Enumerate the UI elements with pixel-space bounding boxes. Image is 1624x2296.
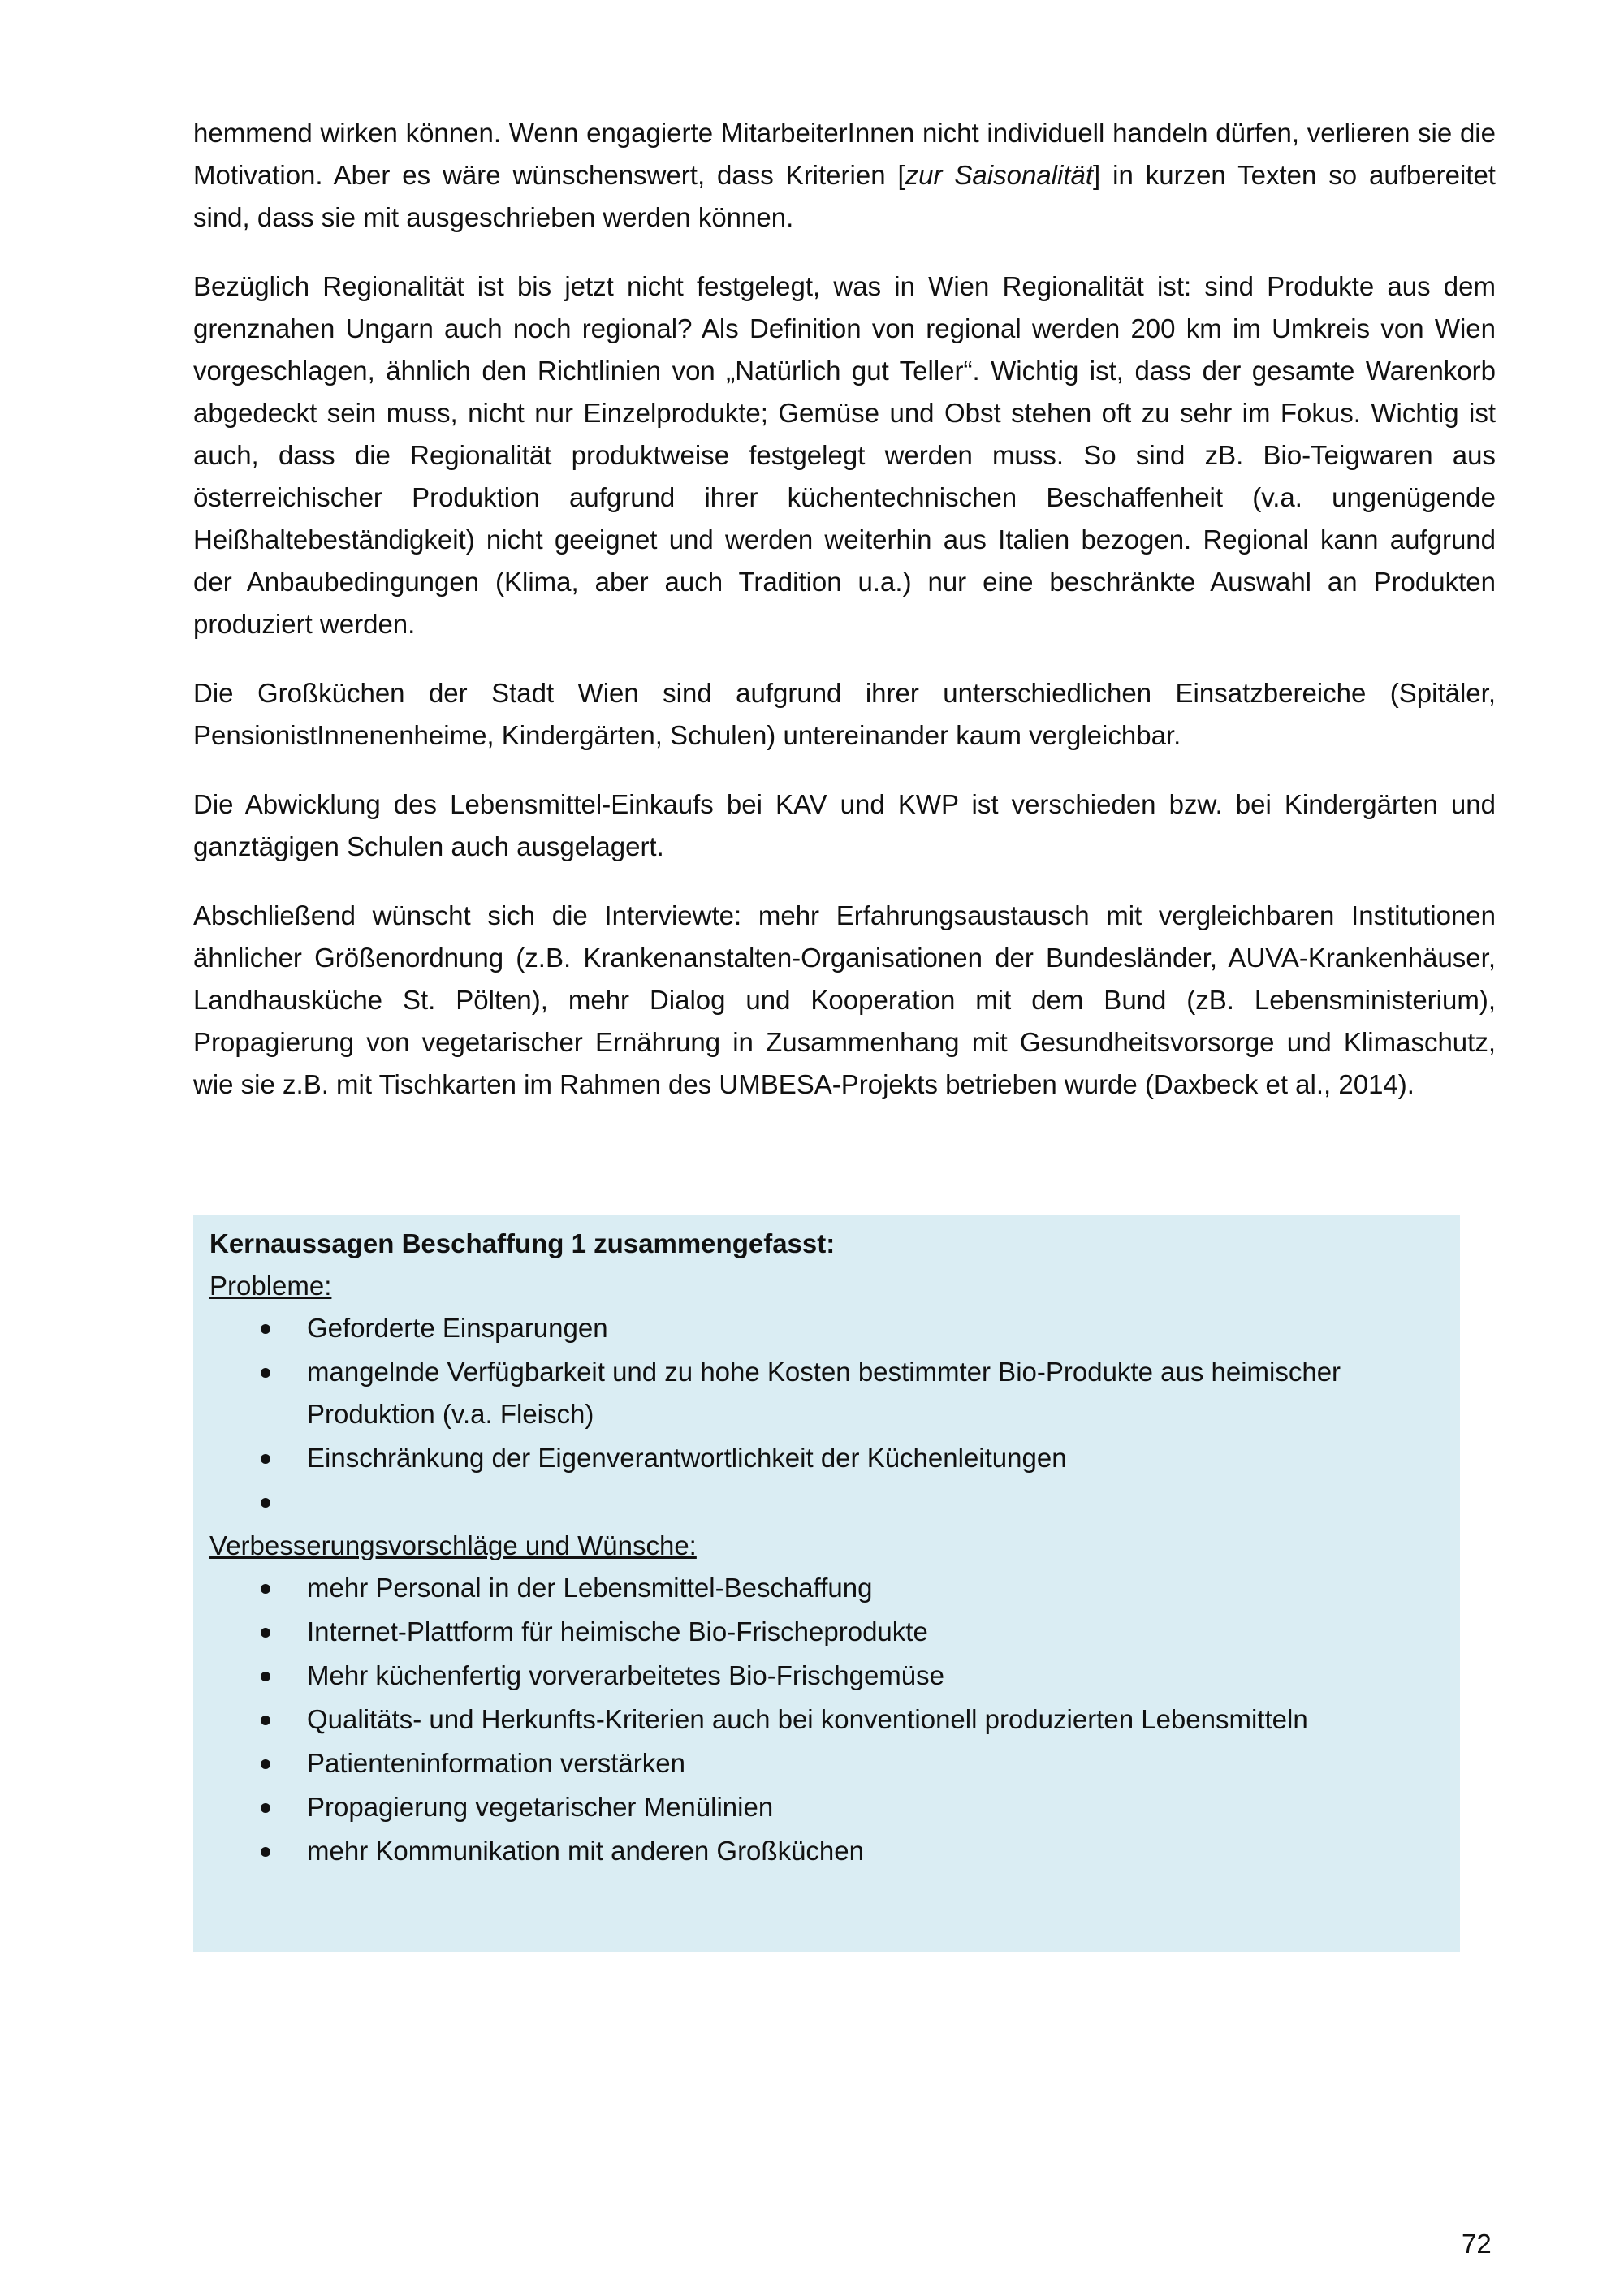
bullet-icon xyxy=(261,1454,270,1464)
bullet-icon xyxy=(261,1803,270,1813)
bullet-icon xyxy=(261,1759,270,1769)
list-item: mangelnde Verfügbarkeit und zu hohe Kosten bestimmter Bio-Produkte aus heimischer Produktion (v.a. Fleisch) xyxy=(209,1351,1460,1435)
list-item: mehr Kommunikation mit anderen Großküchen xyxy=(209,1830,1460,1872)
list-item: Internet-Plattform für heimische Bio-Frischeprodukte xyxy=(209,1611,1460,1653)
paragraph-5: Abschließend wünscht sich die Interviewte: mehr Erfahrungsaustausch mit vergleichbaren Institutionen ähnlicher Größenordnung (z.B. Krankenanstalten-Organisationen der Bundesländer, AUVA-Krankenhäuser, Landhausküche St. Pölten), mehr Dialog und Kooperation mit dem Bund (zB. Lebensministerium), Propagierung von vegetarischer Ernährung in Zusammenhang mit Gesundheitsvorsorge und Klimaschutz, wie sie z.B. mit Tischkarten im Rahmen des UMBESA-Projekts betrieben wurde (Daxbeck et al., 2014). xyxy=(193,900,1496,1099)
list-item: Geforderte Einsparungen xyxy=(209,1307,1460,1349)
paragraph-1: hemmend wirken können. Wenn engagierte MitarbeiterInnen nicht individuell handeln dürfen, verlieren sie die Motivation. Aber es wäre wünschenswert, dass Kriterien [zur Saisonalität] in kurzen Texten so aufbereitet sind, dass sie mit ausgeschrieben werden können. xyxy=(193,118,1496,232)
bullet-icon xyxy=(261,1498,270,1508)
paragraph-4: Die Abwicklung des Lebensmittel-Einkaufs bei KAV und KWP ist verschieden bzw. bei Kindergärten und ganztägigen Schulen auch ausgelagert. xyxy=(193,789,1496,861)
bullet-icon xyxy=(261,1368,270,1378)
list-item: Einschränkung der Eigenverantwortlichkeit der Küchenleitungen xyxy=(209,1437,1460,1479)
bullet-icon xyxy=(261,1324,270,1334)
list-item: Patienteninformation verstärken xyxy=(209,1742,1460,1785)
list-item: Propagierung vegetarischer Menülinien xyxy=(209,1786,1460,1828)
list-item: mehr Personal in der Lebensmittel-Beschaffung xyxy=(209,1567,1460,1609)
bullet-icon xyxy=(261,1847,270,1857)
list-item xyxy=(209,1481,1460,1523)
bullet-icon xyxy=(261,1716,270,1725)
suggestions-list xyxy=(209,1567,1460,1872)
paragraph-3: Die Großküchen der Stadt Wien sind aufgrund ihrer unterschiedlichen Einsatzbereiche (Spitäler, PensionistInnenenheime, Kindergärten, Schulen) untereinander kaum vergleichbar. xyxy=(193,678,1496,750)
summary-title: Kernaussagen Beschaffung 1 zusammengefasst: xyxy=(209,1228,836,1258)
document-body xyxy=(193,112,1496,1133)
bullet-icon xyxy=(261,1672,270,1681)
page-number: 72 xyxy=(1462,2229,1492,2259)
list-item: Qualitäts- und Herkunfts-Kriterien auch bei konventionell produzierten Lebensmitteln xyxy=(209,1698,1460,1741)
paragraph-2: Bezüglich Regionalität ist bis jetzt nicht festgelegt, was in Wien Regionalität ist: sind Produkte aus dem grenznahen Ungarn auch noch regional? Als Definition von regional werden 200 km im Umkreis von Wien vorgeschlagen, ähnlich den Richtlinien von „Natürlich gut Teller“. Wichtig ist, dass der gesamte Warenkorb abgedeckt sein muss, nicht nur Einzelprodukte; Gemüse und Obst stehen oft zu sehr im Fokus. Wichtig ist auch, dass die Regionalität produktweise festgelegt werden muss. So sind zB. Bio-Teigwaren aus österreichischer Produktion aufgrund ihrer küchentechnischen Beschaffenheit (v.a. ungenügende Heißhaltebeständigkeit) nicht geeignet und werden weiterhin aus Italien bezogen. Regional kann aufgrund der Anbaubedingungen (Klima, aber auch Tradition u.a.) nur eine beschränkte Auswahl an Produkten produziert werden. xyxy=(193,271,1496,639)
bullet-icon xyxy=(261,1584,270,1594)
suggestions-heading: Verbesserungsvorschläge und Wünsche: xyxy=(209,1530,697,1560)
problems-heading: Probleme: xyxy=(209,1271,332,1301)
bullet-icon xyxy=(261,1628,270,1638)
summary-box xyxy=(193,1215,1460,1952)
problems-list xyxy=(209,1307,1460,1523)
list-item: Mehr küchenfertig vorverarbeitetes Bio-Frischgemüse xyxy=(209,1655,1460,1697)
